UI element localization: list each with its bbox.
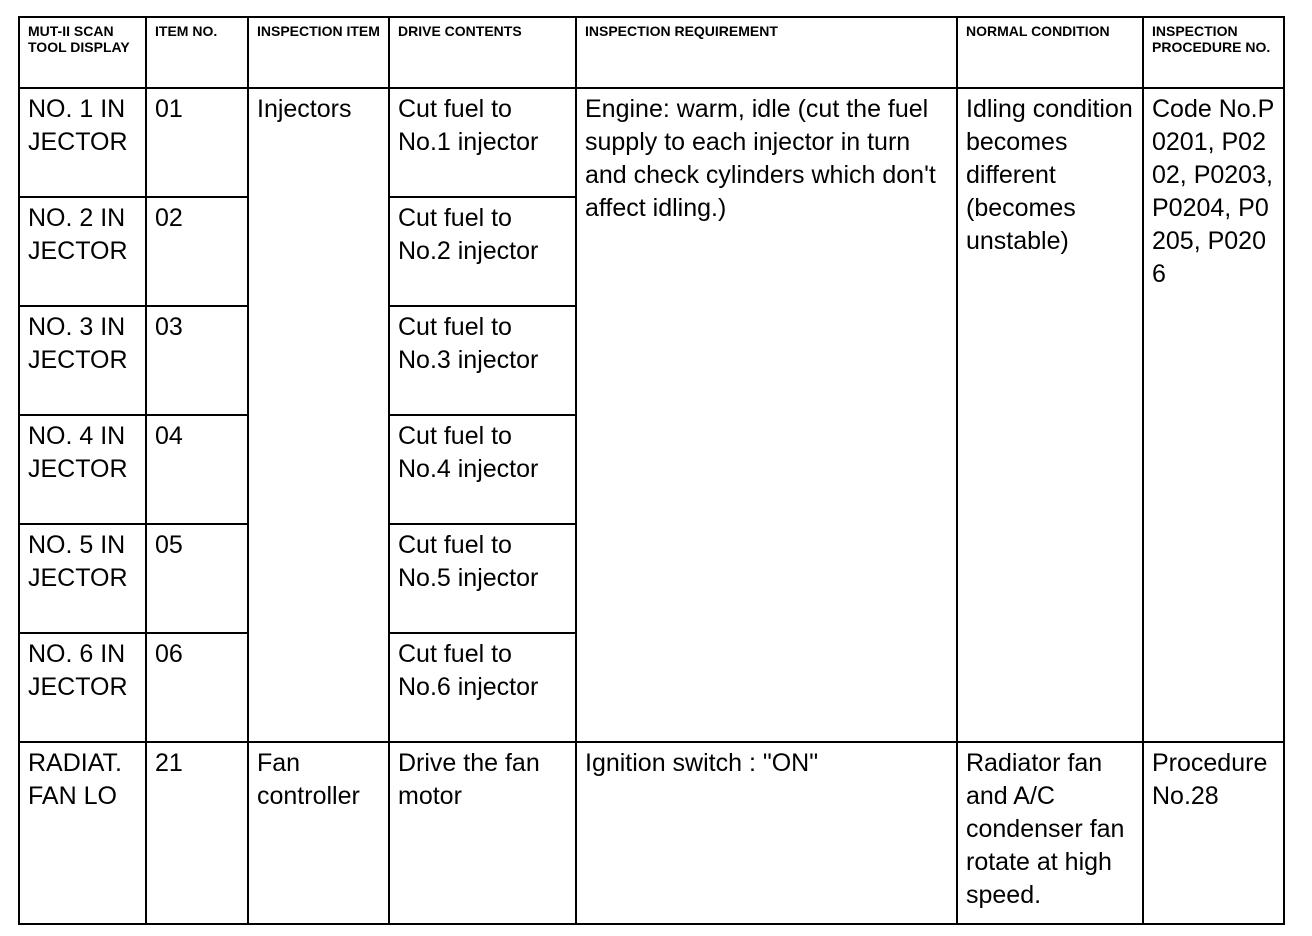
- header-inspection-item: INSPECTION ITEM: [248, 17, 389, 88]
- header-procedure-no: INSPECTION PROCEDURE NO.: [1143, 17, 1284, 88]
- item-no-cell: 04: [146, 415, 248, 524]
- item-no-cell: 21: [146, 742, 248, 924]
- normal-condition-cell: Radiator fan and A/C condenser fan rotate at high speed.: [957, 742, 1143, 924]
- drive-contents-cell: Cut fuel to No.2 injector: [389, 197, 576, 306]
- display-cell: NO. 6 INJECTOR: [19, 633, 146, 742]
- table-row: [19, 88, 1284, 197]
- inspection-item-cell: Fan controller: [248, 742, 389, 924]
- header-row: [19, 17, 1284, 88]
- inspection-requirement-cell: Ignition switch : "ON": [576, 742, 957, 924]
- item-no-cell: 02: [146, 197, 248, 306]
- header-item-no: ITEM NO.: [146, 17, 248, 88]
- header-normal-condition: NORMAL CONDITION: [957, 17, 1143, 88]
- drive-contents-cell: Cut fuel to No.4 injector: [389, 415, 576, 524]
- display-cell: NO. 5 INJECTOR: [19, 524, 146, 633]
- inspection-table: [18, 16, 1285, 925]
- item-no-cell: 03: [146, 306, 248, 415]
- drive-contents-cell: Cut fuel to No.3 injector: [389, 306, 576, 415]
- item-no-cell: 05: [146, 524, 248, 633]
- header-display: MUT-II SCAN TOOL DISPLAY: [19, 17, 146, 88]
- drive-contents-cell: Cut fuel to No.1 injector: [389, 88, 576, 197]
- header-drive-contents: DRIVE CONTENTS: [389, 17, 576, 88]
- display-cell: NO. 1 INJECTOR: [19, 88, 146, 197]
- normal-condition-cell: Idling condition becomes different (becomes unstable): [957, 88, 1143, 742]
- procedure-cell: Code No.P0201, P0202, P0203, P0204, P0205, P0206: [1143, 88, 1284, 742]
- inspection-requirement-cell: Engine: warm, idle (cut the fuel supply to each injector in turn and check cylinders which don't affect idling.): [576, 88, 957, 742]
- drive-contents-cell: Cut fuel to No.6 injector: [389, 633, 576, 742]
- drive-contents-cell: Drive the fan motor: [389, 742, 576, 924]
- drive-contents-cell: Cut fuel to No.5 injector: [389, 524, 576, 633]
- display-cell: NO. 3 INJECTOR: [19, 306, 146, 415]
- item-no-cell: 06: [146, 633, 248, 742]
- item-no-cell: 01: [146, 88, 248, 197]
- display-cell: RADIAT. FAN LO: [19, 742, 146, 924]
- display-cell: NO. 2 INJECTOR: [19, 197, 146, 306]
- header-inspection-requirement: INSPECTION REQUIREMENT: [576, 17, 957, 88]
- display-cell: NO. 4 INJECTOR: [19, 415, 146, 524]
- table-row: [19, 742, 1284, 924]
- inspection-item-cell: Injectors: [248, 88, 389, 742]
- procedure-cell: Procedure No.28: [1143, 742, 1284, 924]
